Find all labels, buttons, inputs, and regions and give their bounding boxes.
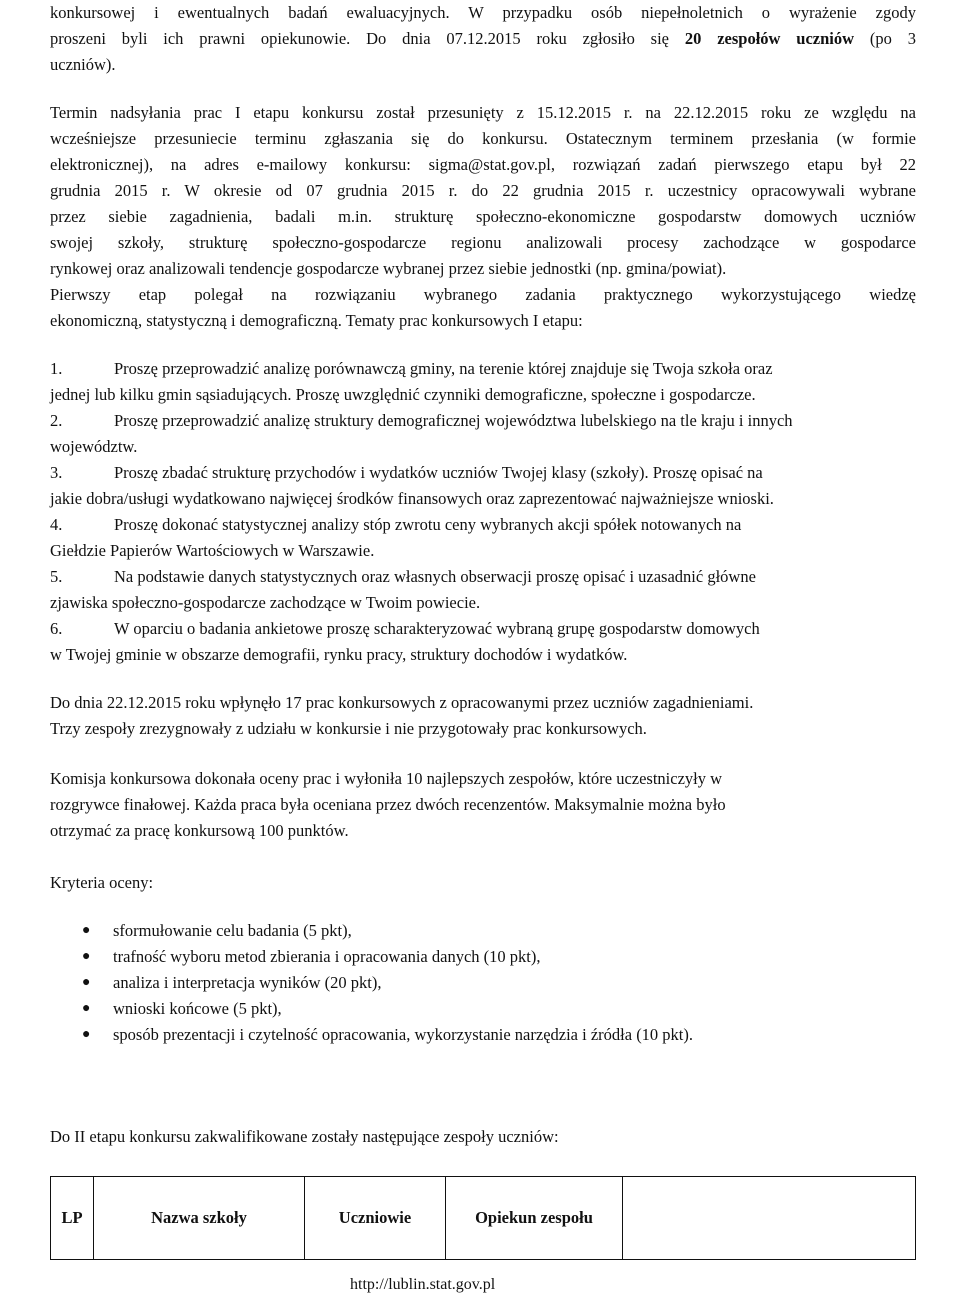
- bullet-icon: ●: [82, 949, 91, 964]
- paragraph-line: Komisja konkursowa dokonała oceny prac i wyłoniła 10 najlepszych zespołów, które uczestniczyły w: [50, 769, 723, 788]
- header-lp: LP: [51, 1177, 94, 1260]
- bullet-icon: ●: [82, 1027, 91, 1042]
- topic-number: 4.: [50, 515, 63, 534]
- header-school-name: Nazwa szkoły: [94, 1177, 305, 1260]
- paragraph-line: rynkowej oraz analizowali tendencje gospodarcze wybranej przez siebie jednostki (np. gmina/powiat).: [50, 259, 727, 278]
- topic-number: 2.: [50, 411, 63, 430]
- topic-text: W oparciu o badania ankietowe proszę scharakteryzować wybraną grupę gospodarstw domowych: [114, 619, 760, 638]
- bullet-icon: ●: [82, 975, 91, 990]
- paragraph-line: Termin nadsyłania prac I etapu konkursu został przesunięty z 15.12.2015 r. na 22.12.2015 roku ze względu na: [50, 103, 916, 122]
- topic-text: Proszę zbadać strukturę przychodów i wydatków uczniów Twojej klasy (szkoły). Proszę opisać na: [114, 463, 763, 482]
- paragraph-line: rozgrywce finałowej. Każda praca była oceniana przez dwóch recenzentów. Maksymalnie można było: [50, 795, 726, 814]
- paragraph-line: przez siebie zagadnienia, badali m.in. strukturę społeczno-ekonomiczne gospodarstw domowych uczniów: [50, 207, 916, 226]
- topic-number: 3.: [50, 463, 63, 482]
- paragraph-line: swojej szkoły, strukturę społeczno-gospodarcze regionu analizowali procesy zachodzące w gospodarce: [50, 233, 916, 252]
- paragraph-line: uczniów).: [50, 55, 116, 74]
- topic-continuation: jednej lub kilku gmin sąsiadujących. Proszę uwzględnić czynniki demograficzne, społeczne i gospodarcze.: [50, 385, 756, 404]
- paragraph-line: konkursowej i ewentualnych badań ewaluacyjnych. W przypadku osób niepełnoletnich o wyrażenie zgody: [50, 3, 916, 22]
- criteria-text: sposób prezentacji i czytelność opracowania, wykorzystanie narzędzia i źródła (10 pkt).: [113, 1025, 694, 1044]
- paragraph-line: otrzymać za pracę konkursową 100 punktów.: [50, 821, 349, 840]
- qualified-heading: Do II etapu konkursu zakwalifikowane zostały następujące zespoły uczniów:: [50, 1127, 559, 1146]
- criteria-heading: Kryteria oceny:: [50, 873, 154, 892]
- text-span: (po 3: [854, 29, 917, 48]
- paragraph-line: ekonomiczną, statystyczną i demograficzną. Tematy prac konkursowych I etapu:: [50, 311, 583, 330]
- paragraph-line: wcześniejsze przesuniecie terminu zgłaszania się do konkursu. Ostatecznym terminem przesłania (w formie: [50, 129, 916, 148]
- topic-continuation: jakie dobra/usługi wydatkowano najwięcej środków finansowych oraz zaprezentować najważniejsze wnioski.: [50, 489, 774, 508]
- text-span: proszeni byli ich prawni opiekunowie. Do dnia 07.12.2015 roku zgłosiło się: [50, 29, 685, 48]
- header-supervisor: Opiekun zespołu: [446, 1177, 623, 1260]
- topic-continuation: Giełdzie Papierów Wartościowych w Warszawie.: [50, 541, 375, 560]
- header-empty-cell: [623, 1177, 916, 1260]
- topic-number: 1.: [50, 359, 63, 378]
- paragraph-line: Pierwszy etap polegał na rozwiązaniu wybranego zadania praktycznego wykorzystującego wiedzę: [50, 285, 916, 304]
- table-header-row: [51, 1177, 916, 1260]
- bullet-icon: ●: [82, 923, 91, 938]
- topic-continuation: województw.: [50, 437, 138, 456]
- topic-continuation: zjawiska społeczno-gospodarcze zachodzące w Twoim powiecie.: [50, 593, 481, 612]
- paragraph-line: Do dnia 22.12.2015 roku wpłynęło 17 prac konkursowych z opracowanymi przez uczniów zagadnieniami.: [50, 693, 754, 712]
- topic-text: Proszę przeprowadzić analizę porównawczą gminy, na terenie której znajduje się Twoja szkoła oraz: [114, 359, 773, 378]
- topic-number: 5.: [50, 567, 63, 586]
- criteria-text: analiza i interpretacja wyników (20 pkt),: [113, 973, 382, 992]
- header-students: Uczniowie: [305, 1177, 446, 1260]
- bullet-icon: ●: [82, 1001, 91, 1016]
- paragraph-line: [50, 26, 916, 52]
- topic-continuation: w Twojej gminie w obszarze demografii, rynku pracy, struktury dochodów i wydatków.: [50, 645, 628, 664]
- topic-text: Proszę dokonać statystycznej analizy stóp zwrotu ceny wybranych akcji spółek notowanych na: [114, 515, 742, 534]
- paragraph-line: elektronicznej), na adres e-mailowy konkursu: sigma@stat.gov.pl, rozwiązań zadań pierwszego etapu był 22: [50, 155, 916, 174]
- criteria-text: wnioski końcowe (5 pkt),: [113, 999, 282, 1018]
- teams-table: [50, 1176, 916, 1260]
- criteria-text: sformułowanie celu badania (5 pkt),: [113, 921, 352, 940]
- topic-text: Proszę przeprowadzić analizę struktury demograficznej województwa lubelskiego na tle kraju i innych: [114, 411, 793, 430]
- paragraph-line: Trzy zespoły zrezygnowały z udziału w konkursie i nie przygotowały prac konkursowych.: [50, 719, 647, 738]
- topic-number: 6.: [50, 619, 63, 638]
- footer-url: http://lublin.stat.gov.pl: [350, 1276, 496, 1293]
- criteria-text: trafność wyboru metod zbierania i opracowania danych (10 pkt),: [113, 947, 541, 966]
- teams-count-bold: 20 zespołów uczniów: [684, 29, 855, 48]
- topic-text: Na podstawie danych statystycznych oraz własnych obserwacji proszę opisać i uzasadnić główne: [114, 567, 756, 586]
- paragraph-line: grudnia 2015 r. W okresie od 07 grudnia 2015 r. do 22 grudnia 2015 r. uczestnicy opracowywali wybrane: [50, 181, 916, 200]
